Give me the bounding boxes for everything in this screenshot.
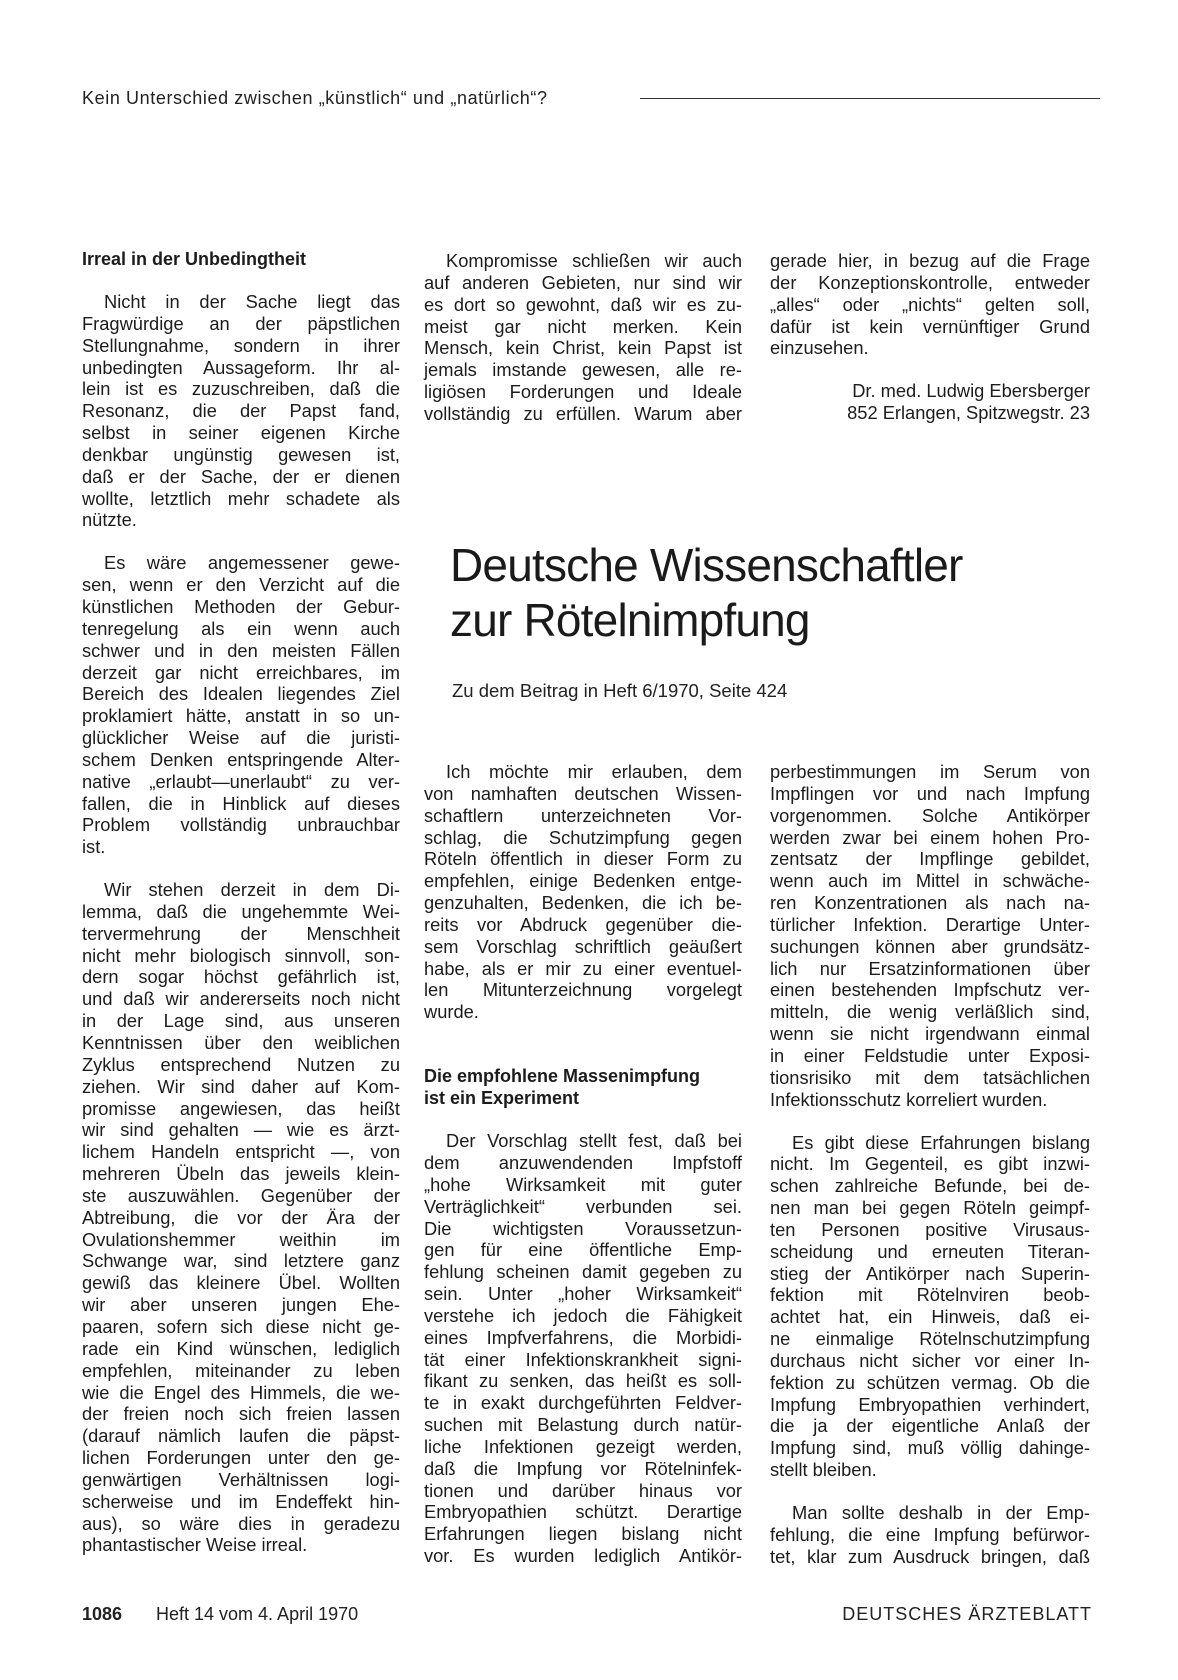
text-line: schen zahlreiche Befunde, bei de- (770, 1175, 1090, 1197)
text-line: wollte, letztlich mehr schadete als (82, 487, 400, 509)
text-line: tät einer Infektionskrankheit signi- (424, 1348, 742, 1370)
journal-name: DEUTSCHES ÄRZTEBLATT (842, 1604, 1092, 1624)
text-line: fektion mit Rötelnviren beob- (770, 1284, 1090, 1306)
section-heading-line: ist ein Experiment (424, 1088, 580, 1109)
text-line: tenregelung als ein wenn auch (82, 617, 400, 639)
text-line: sem Vorschlag schriftlich geäußert (424, 935, 742, 957)
section-heading (424, 1065, 742, 1109)
text-line: scheidung und erneuten Titeran- (770, 1240, 1090, 1262)
text-line: in der Lage sind, aus unseren (82, 1010, 400, 1032)
text-line: Wir stehen derzeit in dem Di- (104, 879, 400, 901)
column-middle-article (424, 761, 742, 1567)
text-line: phantastischer Weise irreal. (82, 1534, 308, 1556)
text-line: in einer Feldstudie unter Exposi- (770, 1044, 1090, 1066)
text-line: der Konzeptionskontrolle, entweder (770, 271, 1090, 293)
text-line: ligiösen Forderungen und Ideale (424, 381, 742, 403)
article-title-line: Deutsche Wissenschaftler (450, 539, 963, 591)
text-line: ren Konzentrationen als nach na- (770, 892, 1090, 914)
text-line: proklamiert hätte, anstatt in so un- (82, 705, 400, 727)
text-line: Fragwürdige an der päpstlichen (82, 312, 400, 334)
text-line: Die wichtigsten Voraussetzun- (424, 1217, 742, 1239)
text-line: Röteln öffentlich in dieser Form zu (424, 848, 742, 870)
column-left (82, 248, 400, 1556)
text-line: schwer und in den meisten Fällen (82, 639, 400, 661)
text-line: denkbar ungünstig gewesen ist, (82, 443, 400, 465)
text-line: einzusehen. (770, 337, 869, 359)
text-line: wir aber unseren jungen Ehe- (82, 1294, 400, 1316)
text-line: paaren, sofern sich diese nicht ge- (82, 1315, 400, 1337)
text-line: jemals imstande gewesen, alle re- (424, 359, 742, 381)
text-line: der freien noch sich freien lassen (82, 1403, 400, 1425)
text-line: Man sollte deshalb in der Emp- (792, 1502, 1090, 1523)
text-line: glücklicher Weise auf die juristi- (82, 727, 400, 749)
text-line: ne einmalige Rötelnschutzimpfung (770, 1328, 1090, 1350)
text-line: eines Impfverfahrens, die Morbidi- (424, 1326, 742, 1348)
text-line: Es wäre angemessener gewe- (104, 552, 400, 574)
text-line: lichem Handeln entspricht —, von (82, 1141, 400, 1163)
text-line: einen bestehenden Impfschutz ver- (770, 979, 1090, 1001)
text-line: sen, wenn er den Verzicht auf die (82, 574, 400, 596)
text-line: gewiß das kleinere Übel. Wollten (82, 1272, 400, 1294)
article-subtitle: Zu dem Beitrag in Heft 6/1970, Seite 424 (452, 680, 788, 701)
text-line: schlag, die Schutzimpfung gegen (424, 826, 742, 848)
text-line: lemma, daß die ungehemmte Wei- (82, 900, 400, 922)
text-line: Schwange war, sind letztere ganz (82, 1250, 400, 1272)
text-line: Infektionsschutz korreliert wurden. (770, 1088, 1048, 1110)
text-line: scherweise und im Endeffekt hin- (82, 1490, 400, 1512)
text-line: wurde. (424, 1001, 479, 1023)
text-line: zentsatz der Impflinge gebildet, (770, 848, 1090, 870)
text-line: wie die Engel des Himmels, die we- (82, 1381, 400, 1403)
text-line: unbedingten Aussageform. Ihr al- (82, 356, 400, 378)
text-line: Nicht in der Sache liegt das (104, 291, 400, 312)
author-name: Dr. med. Ludwig Ebersberger (852, 380, 1090, 401)
text-line: ste auszuwählen. Gegenüber der (82, 1184, 400, 1206)
text-line: Erfahrungen liegen bislang nicht (424, 1523, 742, 1545)
text-line: sein. Unter „hoher Wirksamkeit“ (424, 1283, 742, 1305)
text-line: aus), so wäre dies in geradezu (82, 1512, 400, 1534)
text-line: es dort so gewohnt, daß wir es zu- (424, 293, 742, 315)
text-line: lich nur Ersatzinformationen über (770, 957, 1090, 979)
text-line: wenn sie nicht irgendwann einmal (770, 1023, 1090, 1045)
text-line: len Mitunterzeichnung vorgelegt (424, 979, 742, 1001)
issue-info: Heft 14 vom 4. April 1970 (156, 1604, 359, 1624)
text-line: Verträglichkeit“ verbunden sei. (424, 1195, 742, 1217)
section-heading: Irreal in der Unbedingtheit (82, 249, 307, 269)
text-line: ziehen. Wir sind daher auf Kom- (82, 1075, 400, 1097)
text-line: vollständig zu erfüllen. Warum aber (424, 402, 742, 424)
text-line: und daß wir andererseits noch nicht (82, 988, 400, 1010)
text-line: Impflingen vor und nach Impfung (770, 782, 1090, 804)
text-line: ten Personen positive Virusaus- (770, 1218, 1090, 1240)
text-line: genzuhalten, Bedenken, die ich be- (424, 892, 742, 914)
text-line: te in exakt durchgeführten Feldver- (424, 1392, 742, 1414)
text-line: wir sind gehalten — wie es ärzt- (82, 1119, 400, 1141)
text-line: nen man bei gegen Röteln geimpf- (770, 1197, 1090, 1219)
text-line: suchungen können aber grundsätz- (770, 935, 1090, 957)
text-line: Problem vollständig unbrauchbar (82, 814, 400, 836)
text-line: wenn auch im Mittel in schwäche- (770, 870, 1090, 892)
text-line: tervermehrung der Menschheit (82, 922, 400, 944)
column-right-top (770, 250, 1090, 359)
text-line: daß er der Sache, der er dienen (82, 465, 400, 487)
text-line: perbestimmungen im Serum von (770, 761, 1090, 782)
text-line: genwärtigen Verhältnissen logi- (82, 1468, 400, 1490)
text-line: ist. (82, 836, 106, 858)
signature-block (770, 380, 1090, 424)
text-line: Abtreibung, die vor der Ära der (82, 1206, 400, 1228)
column-right-article (770, 761, 1090, 1568)
text-line: schem Denken entspringende Alter- (82, 748, 400, 770)
text-line: (darauf nämlich laufen die päpst- (82, 1425, 400, 1447)
text-line: fikant zu senken, das heißt es soll- (424, 1370, 742, 1392)
text-line: Impfung Embryopathien verhindert, (770, 1393, 1090, 1415)
text-line: derzeit gar nicht erreichbares, im (82, 661, 400, 683)
text-line: daß die Impfung vor Rötelninfek- (424, 1457, 742, 1479)
text-line: Kenntnissen über den weiblichen (82, 1032, 400, 1053)
text-line: tionsrisiko mit dem tatsächlichen (770, 1066, 1090, 1088)
text-line: Ich möchte mir erlauben, dem (446, 761, 742, 782)
text-line: Mensch, kein Christ, kein Papst ist (424, 337, 742, 359)
text-line: fehlung, die eine Impfung befürwor- (770, 1523, 1090, 1545)
text-line: empfehlen, einige Bedenken entge- (424, 870, 742, 892)
text-line: nützte. (82, 509, 137, 531)
text-line: liche Infektionen gezeigt werden, (424, 1435, 742, 1457)
text-line: nicht mehr biologisch sinnvoll, son- (82, 944, 400, 966)
text-line: Bereich des Idealen liegendes Ziel (82, 683, 400, 705)
text-line: verstehe ich jedoch die Fähigkeit (424, 1304, 742, 1326)
text-line: selbst in seiner eigenen Kirche (82, 422, 400, 444)
text-line: habe, als er mir zu einer eventuel- (424, 957, 742, 979)
text-line: gen für eine öffentliche Emp- (424, 1239, 742, 1261)
text-line: auf anderen Gebieten, nur sind wir (424, 271, 742, 293)
header-rule (640, 98, 1100, 99)
text-line: tionen und darüber hinaus vor (424, 1479, 742, 1501)
text-line: Der Vorschlag stellt fest, daß bei (446, 1130, 742, 1152)
text-line: werden zwar bei einem hohen Pro- (770, 826, 1090, 848)
text-line: türlicher Infektion. Derartige Unter- (770, 913, 1090, 935)
text-line: künstlichen Methoden der Gebur- (82, 595, 400, 617)
text-line: nicht. Im Gegenteil, es gibt inzwi- (770, 1153, 1090, 1175)
text-line: Embryopathien schützt. Derartige (424, 1501, 742, 1523)
text-line: stellt bleiben. (770, 1459, 877, 1481)
text-line: Zyklus entsprechend Nutzen zu (82, 1053, 400, 1075)
text-line: „alles“ oder „nichts“ gelten soll, (770, 293, 1090, 315)
text-line: „hohe Wirksamkeit mit guter (424, 1173, 742, 1195)
text-line: durchaus nicht sicher vor einer In- (770, 1349, 1090, 1371)
text-line: mehreren Übeln das jeweils klein- (82, 1163, 400, 1185)
section-heading-line: Die empfohlene Massenimpfung (424, 1066, 701, 1087)
text-line: Es gibt diese Erfahrungen bislang (792, 1131, 1090, 1153)
text-line: native „erlaubt—unerlaubt“ zu ver- (82, 770, 400, 792)
text-line: rade ein Kind wünschen, lediglich (82, 1337, 400, 1359)
text-line: fektion zu schützen vermag. Ob die (770, 1371, 1090, 1393)
text-line: achtet hat, ein Hinweis, daß ei- (770, 1306, 1090, 1328)
text-line: mitteln, die wenig verläßlich sind, (770, 1001, 1090, 1023)
text-line: Stellungnahme, sondern in ihrer (82, 334, 400, 356)
text-line: fehlung scheinen damit gegeben zu (424, 1261, 742, 1283)
text-line: schaftlern unterzeichneten Vor- (424, 804, 742, 826)
text-line: promisse angewiesen, das heißt (82, 1097, 400, 1119)
article-title-line: zur Rötelnimpfung (450, 594, 810, 646)
text-line: vorgenommen. Solche Antikörper (770, 804, 1090, 826)
text-line: gerade hier, in bezug auf die Frage (770, 250, 1090, 271)
author-address: 852 Erlangen, Spitzwegstr. 23 (847, 401, 1090, 423)
text-line: stieg der Antikörper nach Superin- (770, 1262, 1090, 1284)
text-line: meist gar nicht merken. Kein (424, 315, 742, 337)
page-number: 1086 (82, 1604, 123, 1624)
text-line: dem anzuwendenden Impfstoff (424, 1151, 742, 1173)
text-line: Kompromisse schließen wir auch (446, 250, 742, 271)
text-line: die ja der eigentliche Anlaß der (770, 1415, 1090, 1437)
text-line: empfehlen, miteinander zu leben (82, 1359, 400, 1381)
text-line: Ovulationshemmer weithin im (82, 1228, 400, 1250)
text-line: dern sogar höchst gefährlich ist, (82, 966, 400, 988)
text-line: suchen mit Belastung durch natür- (424, 1414, 742, 1436)
text-line: vor. Es wurden lediglich Antikör- (424, 1545, 742, 1567)
text-line: dafür ist kein vernünftiger Grund (770, 315, 1090, 337)
text-line: tet, klar zum Ausdruck bringen, daß (770, 1545, 1090, 1567)
running-head: Kein Unterschied zwischen „künstlich“ und „natürlich“? (82, 88, 548, 108)
text-line: Impfung sind, muß völlig dahinge- (770, 1437, 1090, 1459)
text-line: Resonanz, die der Papst fand, (82, 400, 400, 422)
text-line: lein ist es zuzuschreiben, daß die (82, 378, 400, 400)
text-line: reits vor Abdruck gegenüber die- (424, 913, 742, 935)
article-title (450, 538, 963, 648)
text-line: lichen Forderungen unter den ge- (82, 1447, 400, 1469)
column-middle-top (424, 250, 742, 425)
text-line: fallen, die in Hinblick auf dieses (82, 792, 400, 814)
text-line: von namhaften deutschen Wissen- (424, 782, 742, 804)
